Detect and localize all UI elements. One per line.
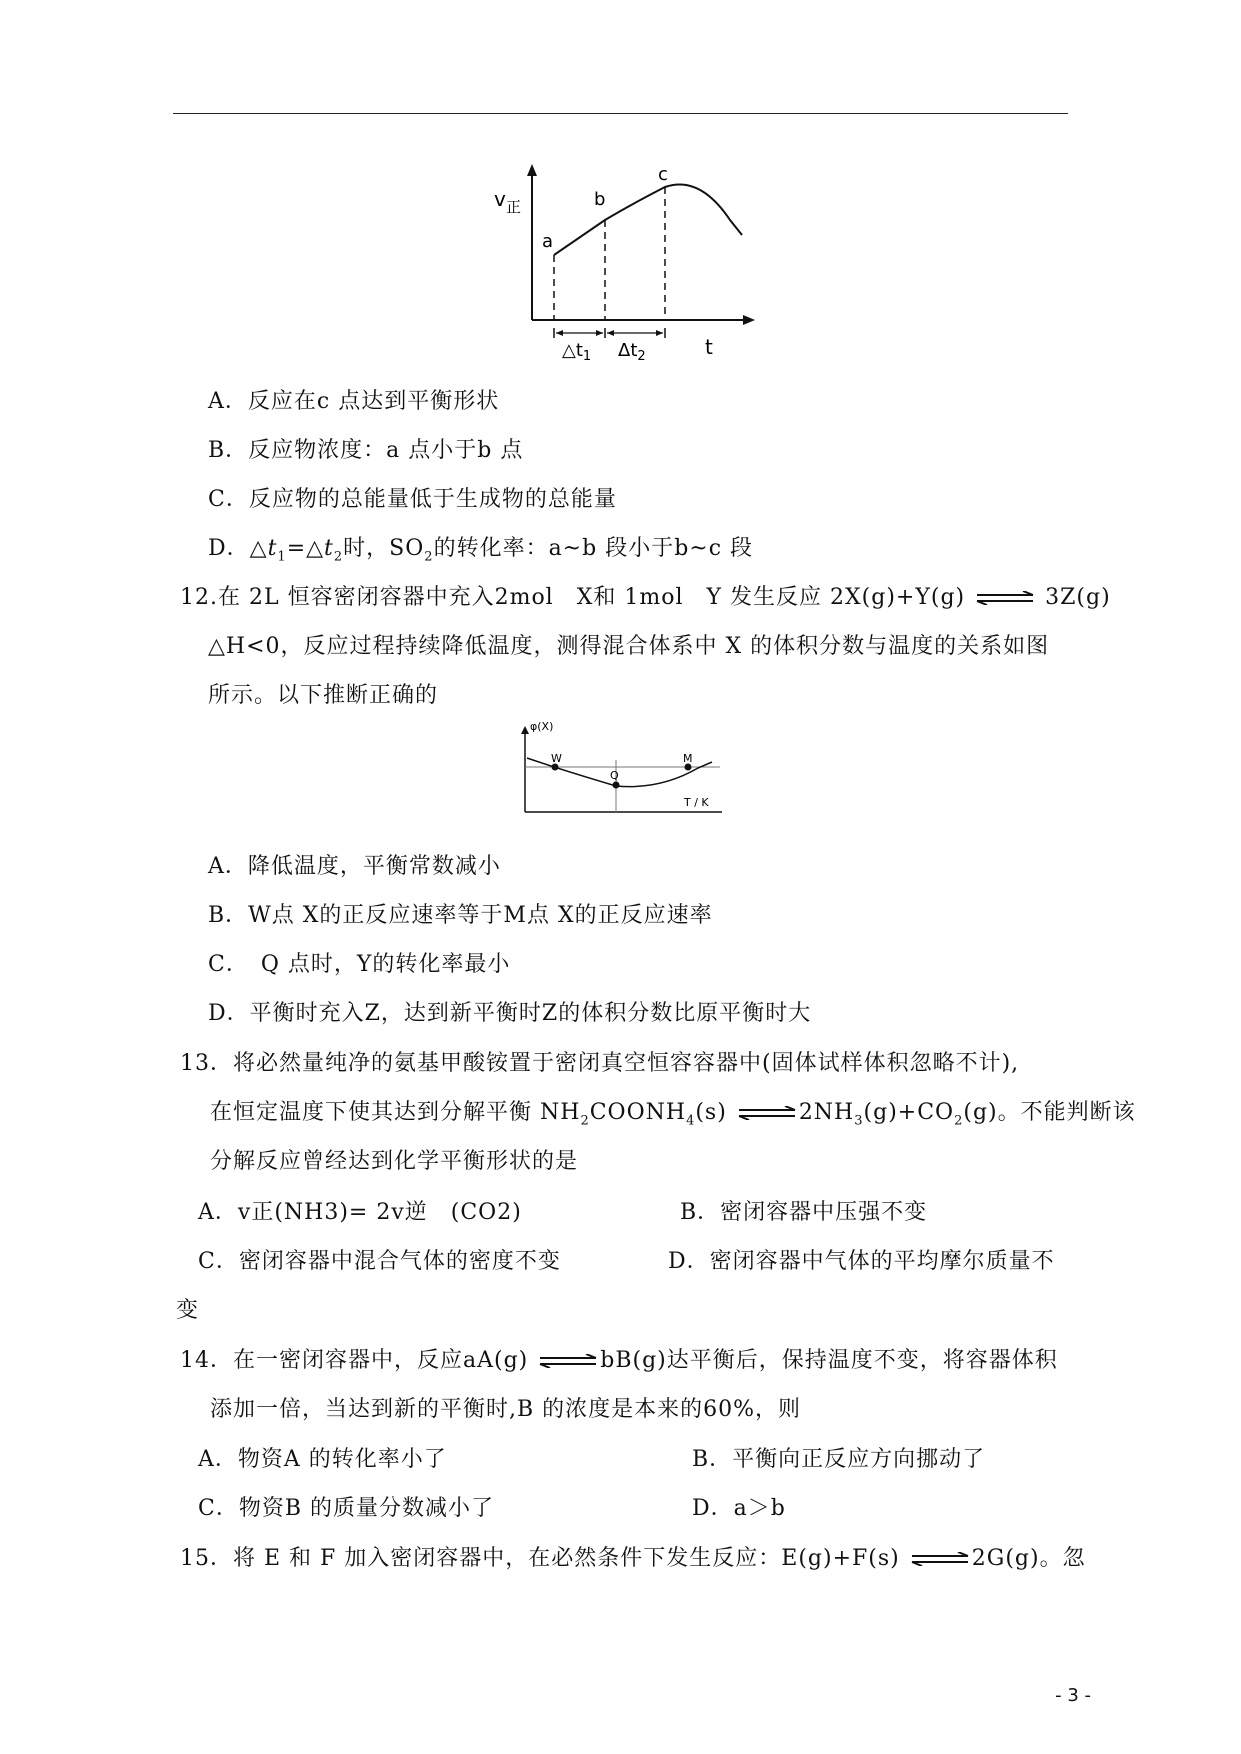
q13-option-b: B．密闭容器中压强不变 (680, 1200, 928, 1225)
q11-option-d: D．$\triangle t_1=\triangle t_2$时，$SO_2$的转化率：a~b 段小于b~c 段 (208, 536, 754, 565)
point-w-label: W (551, 752, 562, 765)
point-q-marker (613, 782, 620, 789)
y-axis-label-sub: 正 (506, 198, 522, 216)
q13-option-d-wrap: 变 (176, 1298, 200, 1323)
q13-stem-line3: 分解反应曾经达到化学平衡形状的是 (210, 1149, 579, 1174)
q12-option-d: D．平衡时充入Z，达到新平衡时Z的体积分数比原平衡时大 (208, 1001, 812, 1026)
page-number: - 3 - (1055, 1685, 1091, 1706)
q12-option-b: B．W点 X的正反应速率等于M点 X的正反应速率 (208, 903, 713, 928)
point-b-label: b (594, 189, 606, 210)
point-m-label: M (683, 752, 693, 765)
interval-2-label: $\Delta t_2$ (618, 340, 646, 364)
q13-option-d: D．密闭容器中气体的平均摩尔质量不 (668, 1249, 1055, 1274)
figure-rate-vs-time (480, 160, 760, 365)
q14-option-d: D．a＞b (692, 1496, 786, 1521)
q13-stem-line1: 13．将必然量纯净的氨基甲酸铵置于密闭真空恒容容器中(固体试样体积忽略不计), (180, 1051, 1020, 1076)
equilibrium-arrow-icon (735, 1106, 799, 1120)
point-q-label: Q (610, 769, 619, 782)
q11-option-c: C．反应物的总能量低于生成物的总能量 (208, 487, 617, 512)
q12-stem-line3: 所示。以下推断正确的 (208, 683, 439, 708)
point-c-label: c (658, 164, 668, 185)
q14-option-b: B．平衡向正反应方向挪动了 (692, 1447, 986, 1472)
header-rule (173, 113, 1068, 114)
q11-option-a: A．反应在c 点达到平衡形状 (208, 389, 500, 414)
fig2-x-axis-label: T / K (684, 796, 709, 809)
q13-option-a: A．v正(NH3)= 2v逆 (CO2) (198, 1200, 522, 1225)
q14-stem-line2: 添加一倍，当达到新的平衡时,B 的浓度是本来的60%，则 (210, 1397, 802, 1422)
figure-volume-fraction-vs-temperature (500, 720, 730, 820)
equilibrium-arrow-icon (908, 1552, 972, 1566)
q15-stem-line1: 15．将 E 和 F 加入密闭容器中，在必然条件下发生反应：E(g)+F(s) 2G(g)。忽 (180, 1546, 1086, 1571)
equilibrium-arrow-icon (536, 1354, 600, 1368)
q13-option-c: C．密闭容器中混合气体的密度不变 (198, 1249, 561, 1274)
fig2-y-axis-label: φ(X) (530, 720, 554, 733)
point-a-label: a (542, 231, 554, 252)
q14-stem-line1: 14．在一密闭容器中，反应aA(g) bB(g)达平衡后，保持温度不变，将容器体积 (180, 1348, 1058, 1373)
equilibrium-arrow-icon (973, 591, 1037, 605)
q14-option-a: A．物资A 的转化率小了 (198, 1447, 447, 1472)
q12-option-c: C． Q 点时，Y的转化率最小 (208, 952, 511, 977)
interval-1-label: $\triangle t_1$ (562, 340, 592, 364)
x-axis-label: t (705, 335, 713, 359)
y-axis-label: v (494, 187, 506, 211)
q12-stem-line1: 12.在 2L 恒容密闭容器中充入2mol X和 1mol Y 发生反应 2X(g)+Y(g) 3Z(g) (180, 585, 1111, 610)
q12-stem-line2: △H<0，反应过程持续降低温度，测得混合体系中 X 的体积分数与温度的关系如图 (208, 634, 1050, 659)
q14-option-c: C．物资B 的质量分数减小了 (198, 1496, 494, 1521)
q12-option-a: A．降低温度，平衡常数减小 (208, 854, 501, 879)
q13-stem-line2: 在恒定温度下使其达到分解平衡 $NH_2COONH_4(s)$ $2NH_3(g)+CO_2(g)$。不能判断该 (210, 1100, 1136, 1129)
q11-option-b: B．反应物浓度：a 点小于b 点 (208, 438, 524, 463)
